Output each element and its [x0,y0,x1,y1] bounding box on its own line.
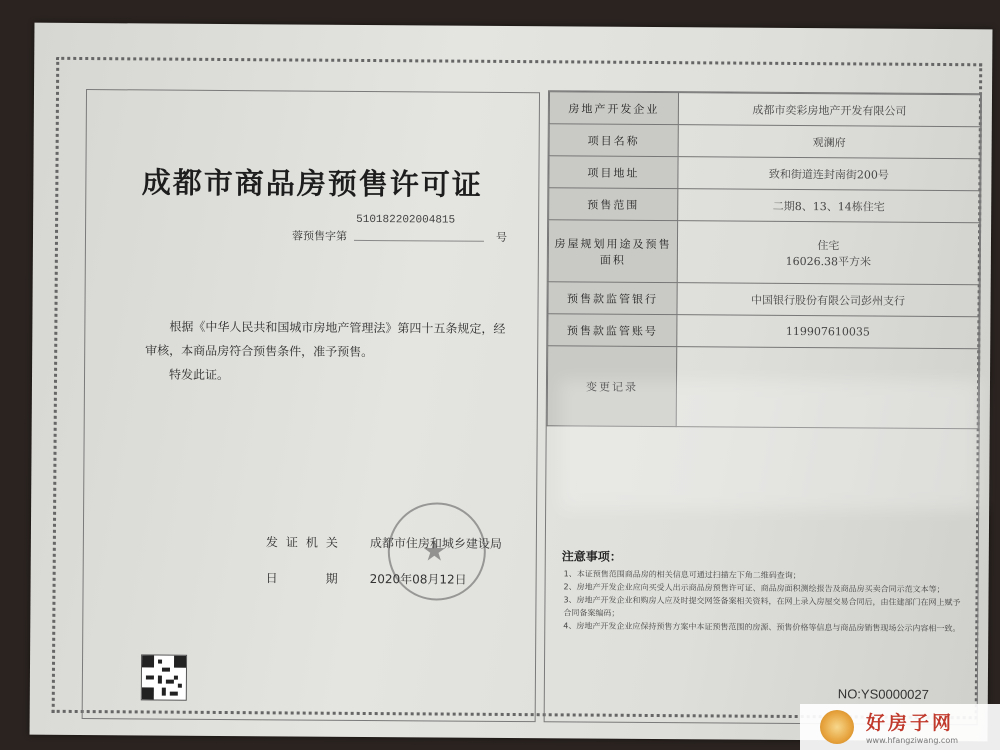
table-row [549,188,980,223]
project-info-table [547,91,981,429]
house-logo-icon [820,710,854,744]
row-label: 变更记录 [547,346,677,427]
row-value: 观澜府 [678,125,980,159]
body-closing: 特发此证。 [168,367,230,383]
table-row [549,156,980,191]
row-label: 预售款监管账号 [548,314,677,347]
notes-title: 注意事项： [561,549,622,564]
date-label [266,569,386,587]
row-label: 项目地址 [549,156,678,189]
note-item: 1、本证预售范围商品房的相关信息可通过扫描左下角二维码查询； [563,569,801,581]
table-row [548,220,979,285]
certificate-title: 成都市商品房预售许可证 [141,165,483,202]
permit-label: 蓉预售字第 [291,229,348,243]
light-glare [560,380,980,510]
row-label: 预售款监管银行 [548,282,677,315]
date-label-char-1: 日 [265,571,278,586]
row-label: 预售范围 [549,188,678,221]
watermark-url: www.hfangziwang.com [866,736,959,745]
issuer-name: 成都市住房和城乡建设局 [369,536,502,551]
watermark-text: 好房子网 [866,712,955,734]
notes-list [563,567,963,635]
table-row [548,282,979,317]
row-value: 致和街道连封南街200号 [678,157,980,191]
watermark [800,704,1000,750]
table-row [548,314,979,349]
body-paragraph: 根据《中华人民共和国城市房地产管理法》第四十五条规定，经审核，本商品房符合预售条件，准予预售。 [145,319,506,360]
issue-date: 2020年08月12日 [369,572,467,587]
permit-suffix: 号 [495,230,508,244]
qr-code-icon [141,654,187,700]
row-value: 成都市奕彩房地产开发有限公司 [678,93,980,127]
row-value: 中国银行股份有限公司彭州支行 [677,283,979,317]
note-item: 3、房地产开发企业和购房人应及时提交网签备案相关资料，在网上录入房屋交易合同后，由住建部门在网上赋予合同备案编码； [563,595,961,618]
row-label: 房地产开发企业 [549,92,678,125]
permit-number: 510182202004815 [356,213,456,227]
table-row [549,124,980,159]
note-item: 4、房地产开发企业应保持预售方案中本证预售范围的房源、预售价格等信息与商品房销售现场公示内容相一致。 [563,621,961,634]
certificate-left-panel [82,89,540,722]
issuer-label: 发证机关 [265,535,346,550]
row-label: 房屋规划用途及预售面积 [548,220,677,283]
date-label-char-2: 期 [325,571,338,586]
row-value: 119907610035 [677,315,979,349]
row-value: 住宅 16026.38平方米 [677,221,979,285]
row-label: 项目名称 [549,124,678,157]
table-row [549,92,980,127]
serial-number: NO:YS0000027 [837,686,929,702]
row-value: 二期8、13、14栋住宅 [678,189,980,223]
note-item: 2、房地产开发企业应向买受人出示商品房预售许可证、商品房面积测绘报告及商品房买卖合同示范文本等； [563,582,945,595]
permit-underline [354,240,484,242]
certificate-body [145,314,505,389]
